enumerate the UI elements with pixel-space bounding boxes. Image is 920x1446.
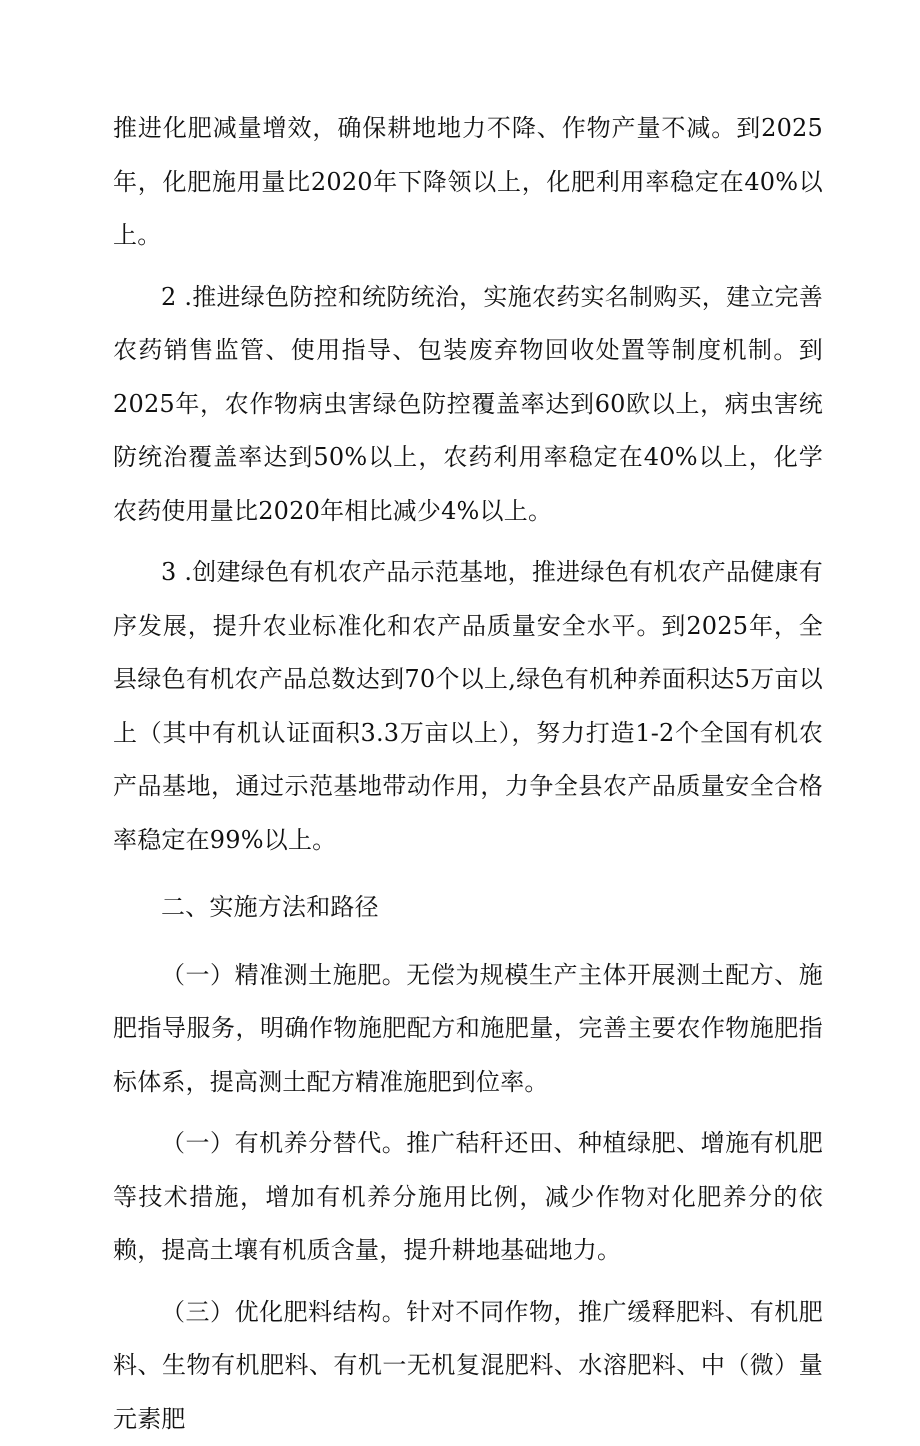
paragraph-fertilizer-target: 推进化肥减量增效，确保耕地地力不降、作物产量不减。到2025年，化肥施用量比2020年下降领以上，化肥利用率稳定在40%以上。 bbox=[113, 102, 823, 263]
section-heading-methods: 二、实施方法和路径 bbox=[113, 881, 823, 935]
document-body bbox=[113, 102, 823, 1446]
paragraph-pesticide-control: 2 .推进绿色防控和统防统治，实施农药实名制购买，建立完善农药销售监管、使用指导、包装废弃物回收处置等制度机制。到2025年，农作物病虫害绿色防控覆盖率达到60欧以上，病虫害统防统治覆盖率达到50%以上，农药利用率稳定在40%以上，化学农药使用量比2020年相比减少4%以上。 bbox=[113, 271, 823, 539]
paragraph-fertilizer-structure: （三）优化肥料结构。针对不同作物，推广缓释肥料、有机肥料、生物有机肥料、有机一无机复混肥料、水溶肥料、中（微）量元素肥 bbox=[113, 1286, 823, 1446]
paragraph-organic-nutrient: （一）有机养分替代。推广秸秆还田、种植绿肥、增施有机肥等技术措施，增加有机养分施用比例，减少作物对化肥养分的依赖，提高土壤有机质含量，提升耕地基础地力。 bbox=[113, 1117, 823, 1278]
paragraph-organic-base: 3 .创建绿色有机农产品示范基地，推进绿色有机农产品健康有序发展，提升农业标准化和农产品质量安全水平。到2025年，全县绿色有机农产品总数达到70个以上,绿色有机种养面积达5万亩以上（其中有机认证面积3.3万亩以上），努力打造1-2个全国有机农产品基地，通过示范基地带动作用，力争全县农产品质量安全合格率稳定在99%以上。 bbox=[113, 546, 823, 867]
paragraph-soil-testing: （一）精准测土施肥。无偿为规模生产主体开展测土配方、施肥指导服务，明确作物施肥配方和施肥量，完善主要农作物施肥指标体系，提高测土配方精准施肥到位率。 bbox=[113, 949, 823, 1110]
